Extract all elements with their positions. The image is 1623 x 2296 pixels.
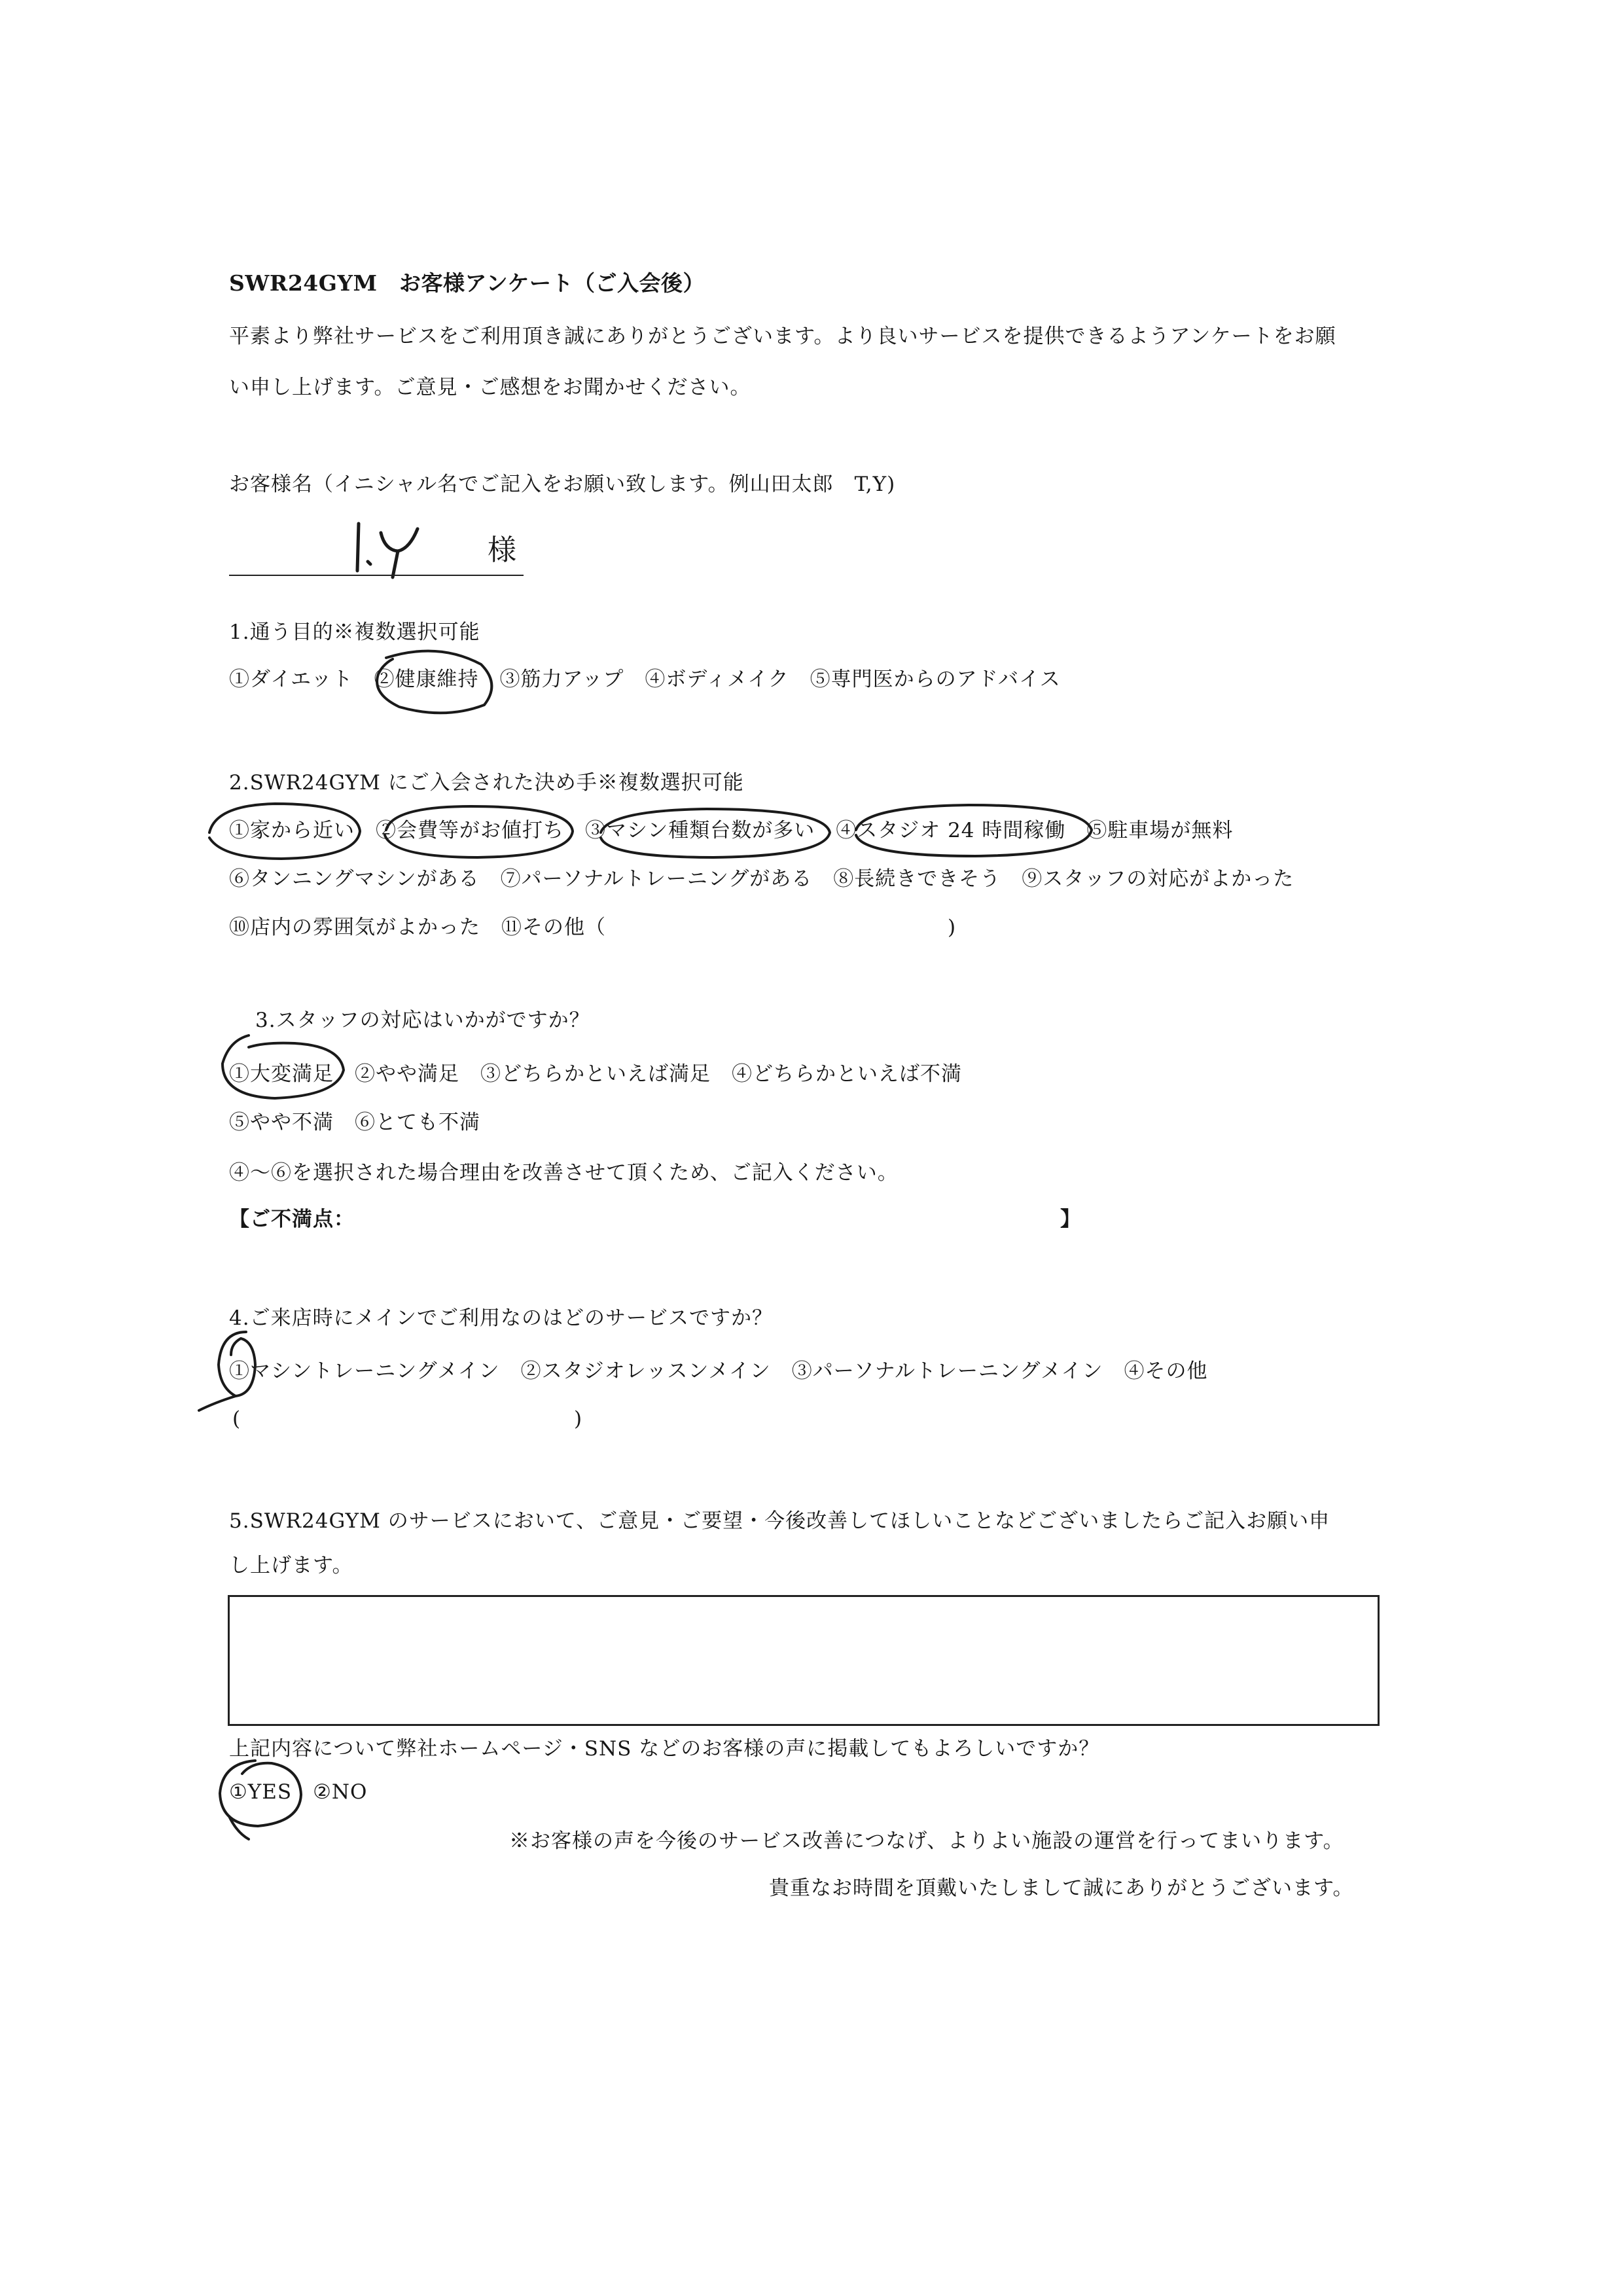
publish-question: 上記内容について弊社ホームページ・SNS などのお客様の声に掲載してもよろしいですか？ [229,1737,1100,1761]
q5-answer-box[interactable] [228,1595,1380,1726]
q3-note: ④～⑥を選択された場合理由を改善させて頂くため、ご記入ください。 [229,1161,899,1185]
survey-title: SWR24GYM お客様アンケート（ご入会後） [229,270,705,296]
q2-selection-circles [196,792,1113,870]
q4-options[interactable]: ①マシントレーニングメイン ②スタジオレッスンメイン ③パーソナルトレーニングメイン ④その他 [229,1359,1208,1383]
q3-selection-circle [203,1028,353,1113]
q2-options-line-3[interactable]: ⑩店内の雰囲気がよかった ⑪その他（ [229,916,606,939]
customer-suffix: 様 [488,533,517,567]
q5-question-line-1: 5.SWR24GYM のサービスにおいて、ご意見・ご要望・今後改善してほしいことなどございましたらご記入お願い申 [229,1509,1330,1533]
q3-complaint-close: 】 [1060,1208,1081,1231]
q5-question-line-2: し上げます。 [229,1554,353,1577]
q1-options[interactable]: ①ダイエット ②健康維持 ③筋力アップ ④ボディメイク ⑤専門医からのアドバイス [229,668,1061,691]
customer-name-field[interactable] [229,517,524,576]
q3-question: 3.スタッフの対応はいかがですか？ [255,1009,590,1032]
publish-selection-circle [203,1754,314,1846]
q4-selection-circle [195,1325,280,1424]
publish-options[interactable]: ①YES ②NO [229,1780,368,1804]
q3-complaint-field[interactable] [366,1206,1060,1233]
intro-line-2: い申し上げます。ご意見・ご感想をお聞かせください。 [229,376,751,399]
customer-name-underline [229,575,524,576]
footer-note-1: ※お客様の声を今後のサービス改善につなげ、よりよい施設の運営を行ってまいります。 [509,1829,1344,1853]
handwritten-initials [229,517,524,583]
q1-selection-circle [366,645,510,717]
q3-options-line-1[interactable]: ①大変満足 ②やや満足 ③どちらかといえば満足 ④どちらかといえば不満 [229,1062,962,1086]
q4-other-open-paren: ( [232,1407,241,1431]
q2-options-line-1[interactable]: ①家から近い ②会費等がお値打ち ③マシン種類台数が多い ④スタジオ 24 時間稼働 ⑤駐車場が無料 [229,819,1234,842]
q1-question: 1.通う目的※複数選択可能 [229,620,480,644]
q4-other-field[interactable] [249,1405,569,1433]
q2-question: 2.SWR24GYM にご入会された決め手※複数選択可能 [229,771,744,795]
q3-options-line-2[interactable]: ⑤やや不満 ⑥とても不満 [229,1111,480,1134]
q4-question: 4.ご来店時にメインでご利用なのはどのサービスですか？ [229,1306,773,1330]
customer-name-label: お客様名（イニシャル名でご記入をお願い致します。例山田太郎 T,Y) [229,473,896,496]
q2-other-close-paren: ) [948,916,957,939]
q4-other-close-paren: ) [574,1407,583,1431]
q2-options-line-2[interactable]: ⑥タンニングマシンがある ⑦パーソナルトレーニングがある ⑧長続きできそう ⑨スタッフの対応がよかった [229,867,1294,891]
q3-complaint-label: 【ご不満点： [229,1208,355,1231]
footer-note-2: 貴重なお時間を頂戴いたしまして誠にありがとうございます。 [769,1876,1354,1900]
intro-line-1: 平素より弊社サービスをご利用頂き誠にありがとうございます。より良いサービスを提供できるようアンケートをお願 [229,325,1336,348]
